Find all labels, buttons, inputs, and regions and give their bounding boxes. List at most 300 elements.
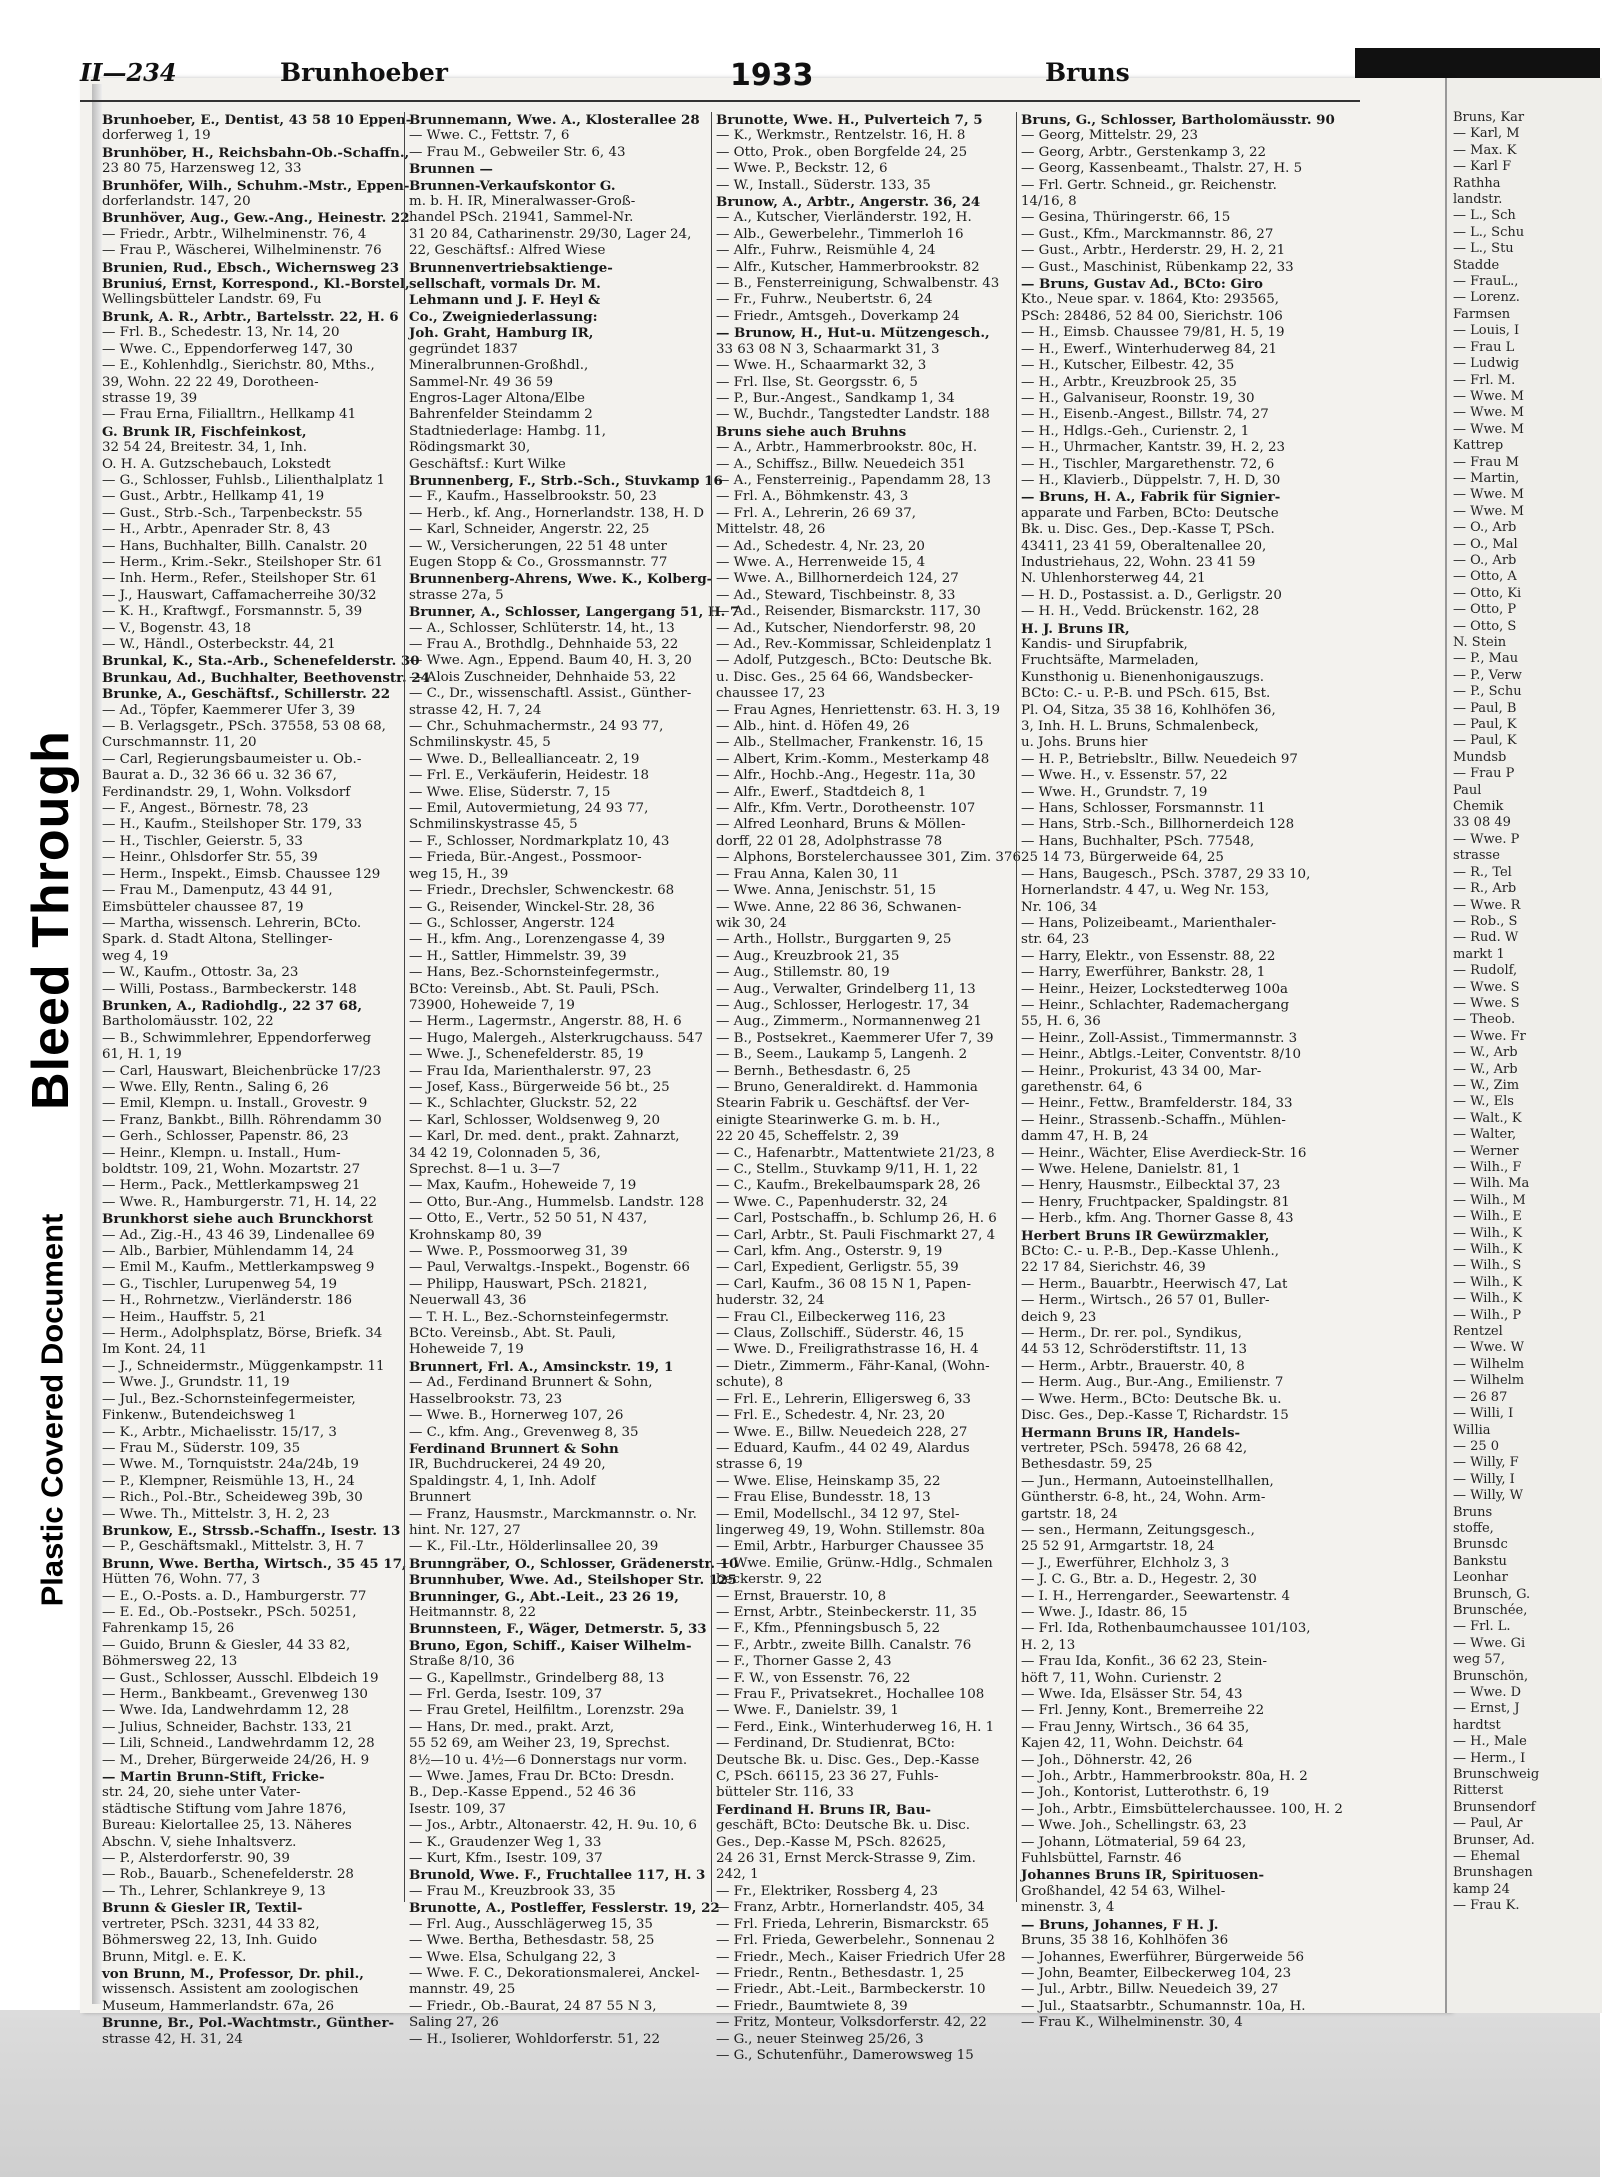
directory-entry-line: Brunkau, Ad., Buchhalter, Beethovenstr. 24	[102, 669, 430, 686]
directory-entry-line: — Frau P., Wäscherei, Wilhelminenstr. 76	[102, 243, 382, 259]
directory-entry-line: — Wwe. F., Danielstr. 39, 1	[716, 1703, 899, 1719]
adjacent-page-line: — Wilh., K	[1453, 1291, 1523, 1307]
directory-entry-line: bütteler Str. 116, 33	[716, 1785, 854, 1801]
directory-entry-line: 25 14 73, Bürgerweide 64, 25	[1021, 850, 1224, 866]
directory-entry-line: — C., Kaufm., Brekelbaumspark 28, 26	[716, 1178, 981, 1194]
adjacent-page-line: markt 1	[1453, 946, 1505, 962]
directory-entry-line: — Herm., Dr. rer. pol., Syndikus,	[1021, 1326, 1242, 1342]
directory-entry-line: — Wwe. Joh., Schellingstr. 63, 23	[1021, 1818, 1247, 1834]
adjacent-page-line: — Wilhelm	[1453, 1373, 1525, 1389]
adjacent-page-line: — Wilh., K	[1453, 1242, 1523, 1258]
directory-entry-line: städtische Stiftung vom Jahre 1876,	[102, 1801, 347, 1817]
directory-entry-line: Joh. Graht, Hamburg IR,	[409, 325, 594, 342]
directory-entry-line: — B., Schwimmlehrer, Eppendorferweg	[102, 1030, 372, 1046]
directory-entry-line: — Georg, Kassenbeamt., Thalstr. 27, H. 5	[1021, 161, 1303, 177]
directory-entry-line: Böhmersweg 22, 13, Inh. Guido	[102, 1933, 318, 1949]
directory-entry-line: — J. C. G., Btr. a. D., Hegestr. 2, 30	[1021, 1572, 1257, 1588]
directory-entry-line: — Frl. Ida, Rothenbaumchaussee 101/103,	[1021, 1621, 1311, 1637]
directory-entry-line: — W., Install., Süderstr. 133, 35	[716, 177, 931, 193]
directory-entry-line: — Emil, Klempn. u. Install., Grovestr. 9	[102, 1096, 368, 1112]
directory-entry-line: huderstr. 32, 24	[716, 1293, 825, 1309]
directory-entry-line: — Harry, Ewerführer, Bankstr. 28, 1	[1021, 965, 1266, 981]
directory-entry-line: — Ad., Schedestr. 4, Nr. 23, 20	[716, 538, 925, 554]
directory-entry-line: — Frau M., Kreuzbrook 33, 35	[409, 1883, 616, 1899]
directory-entry-line: — Franz, Arbtr., Hornerlandstr. 405, 34	[716, 1900, 985, 1916]
directory-entry-line: — Friedr., Mech., Kaiser Friedrich Ufer 28	[716, 1949, 1006, 1965]
directory-entry-line: — Frl. E., Lehrerin, Elligersweg 6, 33	[716, 1391, 971, 1407]
adjacent-page-line: — W., Zim	[1453, 1077, 1520, 1093]
directory-entry-line: — Friedr., Baumtwiete 8, 39	[716, 1998, 908, 2014]
directory-entry-line: — Aug., Stillemstr. 80, 19	[716, 965, 890, 981]
directory-entry-line: Brunow, A., Arbtr., Angerstr. 36, 24	[716, 194, 981, 211]
directory-entry-line: Bethesdastr. 59, 25	[1021, 1457, 1153, 1473]
directory-entry-line: 61, H. 1, 19	[102, 1047, 182, 1063]
directory-entry-line: — Frau Agnes, Henriettenstr. 63. H. 3, 19	[716, 702, 1001, 718]
directory-entry-line: von Brunn, M., Professor, Dr. phil.,	[102, 1965, 364, 1982]
directory-entry-line: — W., Buchdr., Tangstedter Landstr. 188	[716, 407, 990, 423]
adjacent-page-line: — L., Schu	[1453, 224, 1525, 240]
directory-entry-line: Geschäftsf.: Kurt Wilke	[409, 456, 566, 472]
adjacent-page-line: 33 08 49	[1453, 815, 1511, 831]
directory-entry-line: — Martin Brunn-Stift, Fricke-	[102, 1769, 325, 1786]
directory-entry-line: 34 42 19, Colonnaden 5, 36,	[409, 1145, 601, 1161]
directory-entry-line: Stadtniederlage: Hambg. 11,	[409, 423, 607, 439]
directory-entry-line: — Friedr., Ob.-Baurat, 24 87 55 N 3,	[409, 1998, 657, 2014]
directory-entry-line: — Wwe. Anne, 22 86 36, Schwanen-	[716, 899, 962, 915]
directory-entry-line: handel PSch. 21941, Sammel-Nr.	[409, 210, 634, 226]
directory-entry-line: BCto: C.- u. P.-B., Dep.-Kasse Uhlenh.,	[1021, 1244, 1279, 1260]
directory-entry-line: — Heinr., Heizer, Lockstedterweg 100a	[1021, 981, 1288, 997]
directory-entry-line: Bartholomäusstr. 102, 22	[102, 1014, 274, 1030]
directory-entry-line: — Herm., Lagermstr., Angerstr. 88, H. 6	[409, 1014, 682, 1030]
directory-entry-line: — Wwe. B., Hornerweg 107, 26	[409, 1408, 624, 1424]
directory-entry-line: Brunk, A. R., Arbtr., Bartelsstr. 22, H. 6	[102, 308, 399, 325]
directory-entry-line: Schmilinskystr. 45, 5	[409, 735, 551, 751]
directory-entry-line: 73900, Hoheweide 7, 19	[409, 997, 575, 1013]
directory-entry-line: — Wwe. P., Beckstr. 12, 6	[716, 161, 888, 177]
directory-entry-line: Brunkow, E., Strssb.-Schaffn., Isestr. 13	[102, 1522, 401, 1539]
directory-entry-line: lingerweg 49, 19, Wohn. Stillemstr. 80a	[716, 1522, 985, 1538]
directory-entry-line: chaussee 17, 23	[716, 686, 826, 702]
adjacent-page-line: — Frau K.	[1453, 1898, 1520, 1914]
directory-entry-line: Neuerwall 43, 36	[409, 1293, 527, 1309]
adjacent-page-line: — L., Stu	[1453, 241, 1514, 257]
directory-entry-line: — Wwe. Elly, Rentn., Saling 6, 26	[102, 1079, 329, 1095]
directory-entry-line: — Heinr., Schlachter, Rademachergang	[1021, 997, 1290, 1013]
directory-entry-line: — Wwe. Elsa, Schulgang 22, 3	[409, 1949, 617, 1965]
directory-entry-line: — Karl, Schneider, Angerstr. 22, 25	[409, 522, 650, 538]
directory-entry-line: — P., Alsterdorferstr. 90, 39	[102, 1851, 290, 1867]
adjacent-page-line: — Karl F	[1453, 159, 1512, 175]
directory-entry-line: — H., Isolierer, Wohldorferstr. 51, 22	[409, 2031, 660, 2047]
directory-entry-line: Sammel-Nr. 49 36 59	[409, 374, 554, 390]
directory-entry-line: — Wwe. J., Grundstr. 11, 19	[102, 1375, 290, 1391]
directory-entry-line: vertreter, PSch. 59478, 26 68 42,	[1021, 1440, 1248, 1456]
plastic-covered-text: Plastic Covered Document	[34, 1213, 70, 1607]
directory-entry-line: — Wwe. C., Papenhuderstr. 32, 24	[716, 1194, 948, 1210]
directory-entry-line: — H., Eimsb. Chaussee 79/81, H. 5, 19	[1021, 325, 1285, 341]
directory-entry-line: Hoheweide 7, 19	[409, 1342, 524, 1358]
directory-entry-line: — F., Kfm., Pfenningsbusch 5, 22	[716, 1621, 941, 1637]
directory-entry-line: — P., Klempner, Reismühle 13, H., 24	[102, 1473, 355, 1489]
directory-entry-line: Brunhöber, H., Reichsbahn-Ob.-Schaffn.,	[102, 144, 410, 161]
directory-entry-line: — J., Ewerführer, Elchholz 3, 3	[1021, 1555, 1230, 1571]
adjacent-page-line: — Willy, W	[1453, 1488, 1523, 1504]
directory-entry-line: BCto: Vereinsb., Abt. St. Pauli, PSch.	[409, 981, 660, 997]
directory-entry-line: — Aug., Verwalter, Grindelberg 11, 13	[716, 981, 976, 997]
directory-entry-line: O. H. A. Gutzschebauch, Lokstedt	[102, 456, 331, 472]
directory-column-3	[716, 112, 1021, 2063]
directory-entry-line: — Friedr., Rentn., Bethesdastr. 1, 25	[716, 1965, 965, 1981]
adjacent-page-line: — Wwe. S	[1453, 995, 1520, 1011]
directory-entry-line: dorferweg 1, 19	[102, 128, 211, 144]
directory-entry-line: 55, H. 6, 36	[1021, 1014, 1101, 1030]
directory-entry-line: — Lili, Schneid., Landwehrdamm 12, 28	[102, 1736, 375, 1752]
adjacent-page-line: — Wilh., P	[1453, 1307, 1522, 1323]
directory-entry-line: — Gesina, Thüringerstr. 66, 15	[1021, 210, 1231, 226]
header-rule	[80, 100, 1360, 102]
header-right-guide-word: Bruns	[1045, 58, 1130, 87]
directory-entry-line: Deutsche Bk. u. Disc. Ges., Dep.-Kasse	[716, 1752, 980, 1768]
directory-entry-line: Ferdinandstr. 29, 1, Wohn. Volksdorf	[102, 784, 351, 800]
directory-entry-line: Brunhöver, Aug., Gew.-Ang., Heinestr. 22	[102, 210, 410, 227]
directory-entry-line: — W., Händl., Osterbeckstr. 44, 21	[102, 637, 336, 652]
adjacent-page-line: kamp 24	[1453, 1881, 1510, 1897]
directory-entry-line: — Wwe. A., Herrenweide 15, 4	[716, 554, 926, 570]
directory-entry-line: — Emil M., Kaufm., Mettlerkampsweg 9	[102, 1260, 375, 1276]
directory-entry-line: 22, Geschäftsf.: Alfred Wiese	[409, 243, 606, 259]
directory-entry-line: — M., Dreher, Bürgerweide 24/26, H. 9	[102, 1752, 370, 1768]
directory-entry-line: — A., Arbtr., Hammerbrookstr. 80c, H.	[716, 440, 978, 456]
directory-entry-line: Mineralbrunnen-Großhdl.,	[409, 358, 589, 374]
directory-entry-line: — Harry, Elektr., von Essenstr. 88, 22	[1021, 948, 1276, 964]
directory-entry-line: — E., O.-Posts. a. D., Hamburgerstr. 77	[102, 1588, 367, 1604]
directory-entry-line: Bahrenfelder Steindamm 2	[409, 407, 593, 423]
directory-entry-line: Brunkal, K., Sta.-Arb., Schenefelderstr. 30	[102, 653, 420, 670]
directory-entry-line: — Otto, Bur.-Ang., Hummelsb. Landstr. 128	[409, 1194, 704, 1210]
adjacent-page-line: — Wwe. M	[1453, 487, 1524, 503]
adjacent-page-line: Brunsdc	[1453, 1537, 1508, 1553]
adjacent-page-line: — Wilh., S	[1453, 1258, 1522, 1274]
directory-entry-line: — Aug., Zimmerm., Normannenweg 21	[716, 1014, 982, 1030]
directory-entry-line: geschäft, BCto: Deutsche Bk. u. Disc.	[716, 1818, 970, 1834]
adjacent-page-line: — Otto, A	[1453, 569, 1517, 585]
directory-entry-line: — Fritz, Monteur, Volksdorferstr. 42, 22	[716, 2015, 987, 2031]
directory-entry-line: — Alphons, Borstelerchaussee 301, Zim. 376	[716, 850, 1021, 866]
adjacent-page-line: N. Stein	[1453, 635, 1507, 650]
directory-entry-line: — Wwe. H., v. Essenstr. 57, 22	[1021, 768, 1228, 784]
directory-entry-line: — Wwe. Helene, Danielstr. 81, 1	[1021, 1162, 1241, 1177]
directory-entry-line: Johannes Bruns IR, Spirituosen-	[1021, 1867, 1265, 1884]
directory-entry-line: höft 7, 11, Wohn. Curienstr. 2	[1021, 1670, 1222, 1686]
directory-entry-line: — Wwe. Elise, Heinskamp 35, 22	[716, 1473, 941, 1489]
directory-entry-line: — Ferdinand, Dr. Studienrat, BCto:	[716, 1736, 956, 1752]
directory-entry-line: Straße 8/10, 36	[409, 1654, 515, 1670]
directory-entry-line: — Wwe. C., Eppendorferweg 147, 30	[102, 341, 353, 357]
directory-entry-line: — H. H., Vedd. Brückenstr. 162, 28	[1021, 604, 1260, 620]
directory-entry-line: — Bruno, Generaldirekt. d. Hammonia	[716, 1079, 978, 1095]
adjacent-page-line: — P., Verw	[1453, 667, 1522, 683]
directory-entry-line: — Frl. A., Böhmkenstr. 43, 3	[716, 489, 909, 505]
adjacent-page-line: Brunschée,	[1453, 1602, 1528, 1618]
directory-entry-line: wik 30, 24	[716, 915, 787, 931]
directory-entry-line: — Fr., Elektriker, Rossberg 4, 23	[716, 1883, 938, 1899]
adjacent-page-line: Brunschön,	[1453, 1668, 1529, 1684]
directory-entry-line: Brunnemann, Wwe. A., Klosterallee 28	[409, 112, 700, 128]
adjacent-page-line: — Wwe. M	[1453, 421, 1524, 437]
adjacent-page-line: — Rud. W	[1453, 930, 1519, 946]
adjacent-page-line: Rathha	[1453, 175, 1501, 191]
directory-entry-line: — Wwe. R., Hamburgerstr. 71, H. 14, 22	[102, 1194, 378, 1210]
adjacent-page-line: Brunsch, G.	[1453, 1586, 1531, 1602]
directory-entry-line: — Ad., Töpfer, Kaemmerer Ufer 3, 39	[102, 702, 356, 718]
directory-entry-line: strasse 27a, 5	[409, 587, 504, 603]
directory-entry-line: — Ernst, Brauerstr. 10, 8	[716, 1588, 887, 1604]
directory-entry-line: — Heinr., Strassenb.-Schaffn., Mühlen-	[1021, 1112, 1286, 1128]
adjacent-page-line: Rentzel	[1453, 1324, 1503, 1340]
directory-entry-line: — Inh. Herm., Refer., Steilshoper Str. 61	[102, 571, 378, 587]
header-left-guide-word: Brunhoeber	[280, 58, 448, 87]
directory-entry-line: — K. H., Kraftwgf., Forsmannstr. 5, 39	[102, 604, 363, 620]
directory-entry-line: Brunn, Wwe. Bertha, Wirtsch., 35 45 17,	[102, 1555, 407, 1572]
adjacent-page-line: — W., Arb	[1453, 1045, 1518, 1061]
directory-entry-line: 23 80 75, Harzensweg 12, 33	[102, 161, 302, 177]
directory-entry-line: Brunnhuber, Wwe. Ad., Steilshoper Str. 125	[409, 1572, 737, 1589]
directory-entry-line: — Alb., Gewerbelehr., Timmerloh 16	[716, 226, 964, 242]
directory-entry-line: dorff, 22 01 28, Adolphstrasse 78	[716, 833, 943, 849]
directory-entry-line: — Alfr., Fuhrw., Reismühle 4, 24	[716, 243, 936, 259]
directory-entry-line: Bruns, G., Schlosser, Bartholomäusstr. 90	[1021, 112, 1335, 128]
directory-entry-line: — Gust., Arbtr., Hellkamp 41, 19	[102, 489, 325, 505]
directory-entry-line: — Frl. Aug., Ausschlägerweg 15, 35	[409, 1916, 653, 1932]
directory-entry-line: — Wwe. M., Tornquiststr. 24a/24b, 19	[102, 1457, 359, 1473]
directory-entry-line: — K., Graudenzer Weg 1, 33	[409, 1834, 602, 1850]
directory-entry-line: 44 53 12, Schröderstiftstr. 11, 13	[1021, 1342, 1247, 1358]
directory-entry-line: — H., Arbtr., Kreuzbrook 25, 35	[1021, 374, 1237, 390]
directory-entry-line: m. b. H. IR, Mineralwasser-Groß-	[409, 194, 636, 210]
directory-entry-line: — Jos., Arbtr., Altonaerstr. 42, H. 9u. 10, 6	[409, 1818, 697, 1834]
directory-entry-line: — C., kfm. Ang., Grevenweg 8, 35	[409, 1424, 639, 1440]
directory-entry-line: — G., Schlosser, Angerstr. 124	[409, 915, 615, 931]
directory-entry-line: — Bruns, Gustav Ad., BCto: Giro	[1021, 276, 1263, 293]
directory-entry-line: Mittelstr. 48, 26	[716, 522, 826, 538]
directory-entry-line: — B., Seem., Laukamp 5, Langenh. 2	[716, 1047, 968, 1063]
adjacent-page-line: — Walter,	[1453, 1127, 1517, 1143]
directory-entry-line: — H., Sattler, Himmelstr. 39, 39	[409, 948, 627, 964]
directory-entry-line: Hütten 76, Wohn. 77, 3	[102, 1572, 261, 1588]
adjacent-page-line: — R., Arb	[1453, 881, 1517, 897]
directory-entry-line: — Wwe. Agn., Eppend. Baum 40, H. 3, 20	[409, 653, 692, 669]
directory-entry-line: — G., Tischler, Lurupenweg 54, 19	[102, 1276, 337, 1292]
directory-entry-line: Fuhlsbüttel, Farnstr. 46	[1021, 1851, 1182, 1867]
adjacent-page-line: — L., Sch	[1453, 208, 1516, 224]
directory-entry-line: — V., Bogenstr. 43, 18	[102, 620, 252, 636]
directory-entry-line: boldtstr. 109, 21, Wohn. Mozartstr. 27	[102, 1162, 361, 1177]
adjacent-page-line: — Wilh., E	[1453, 1209, 1522, 1225]
directory-entry-line: Finkenw., Butendeichsweg 1	[102, 1408, 297, 1424]
directory-entry-line: — F., Schlosser, Nordmarkplatz 10, 43	[409, 833, 670, 849]
directory-entry-line: Baurat a. D., 32 36 66 u. 32 36 67,	[102, 768, 337, 784]
directory-entry-line: Spark. d. Stadt Altona, Stellinger-	[102, 932, 333, 948]
directory-entry-line: — J., Hauswart, Caffamacherreihe 30/32	[102, 587, 377, 603]
page-edge-shadow	[92, 84, 102, 2004]
adjacent-page-fragment	[1445, 78, 1602, 2013]
directory-entry-line: — Carl, Hauswart, Bleichenbrücke 17/23	[102, 1063, 381, 1079]
directory-entry-line: — Alb., Stellmacher, Frankenstr. 16, 15	[716, 735, 984, 751]
directory-entry-line: — H. P., Betriebsltr., Billw. Neuedeich 97	[1021, 751, 1298, 767]
directory-entry-line: — B., Fensterreinigung, Schwalbenstr. 43	[716, 276, 1000, 292]
directory-entry-line: — Carl, Arbtr., St. Pauli Fischmarkt 27, 4	[716, 1227, 996, 1243]
directory-entry-line: — Frl. A., Lehrerin, 26 69 37,	[716, 505, 917, 521]
directory-entry-line: — Wwe. Th., Mittelstr. 3, H. 2, 23	[102, 1506, 330, 1522]
directory-entry-line: — Wwe. Emilie, Grünw.-Hdlg., Schmalen	[716, 1555, 993, 1571]
directory-entry-line: — G., Reisender, Winckel-Str. 28, 36	[409, 899, 655, 915]
directory-entry-line: hint. Nr. 127, 27	[409, 1522, 521, 1538]
adjacent-page-line: — Wwe. Gi	[1453, 1635, 1526, 1651]
directory-entry-line: Brunhöfer, Wilh., Schuhm.-Mstr., Eppen-	[102, 177, 410, 194]
directory-entry-line: Eimsbütteler chaussee 87, 19	[102, 899, 304, 915]
adjacent-page-line: Brunser, Ad.	[1453, 1832, 1535, 1848]
directory-entry-line: Industriehaus, 22, Wohn. 23 41 59	[1021, 554, 1256, 570]
bleed-through-text: Bleed Through	[22, 730, 80, 1110]
directory-entry-line: str. 64, 23	[1021, 932, 1090, 948]
directory-entry-line: Pl. O4, Sitza, 35 38 16, Kohlhöfen 36,	[1021, 702, 1276, 718]
directory-entry-line: — Frau K., Wilhelminenstr. 30, 4	[1021, 2015, 1243, 2031]
directory-entry-line: — Paul, Verwaltgs.-Inspekt., Bogenstr. 66	[409, 1260, 690, 1276]
adjacent-page-line: — Otto, P	[1453, 602, 1517, 618]
directory-entry-line: Brunke, A., Geschäftsf., Schillerstr. 22	[102, 686, 391, 703]
directory-entry-line: Brunninger, G., Abt.-Leit., 23 26 19,	[409, 1588, 679, 1605]
directory-column-1	[102, 112, 430, 2047]
adjacent-page-line: — Rudolf,	[1453, 963, 1518, 979]
directory-entry-line: gegründet 1837	[409, 341, 518, 357]
adjacent-page-line: — Wwe. S	[1453, 979, 1520, 995]
directory-entry-line: — Th., Lehrer, Schlankreye 9, 13	[102, 1883, 326, 1899]
directory-entry-line: Brunkhorst siehe auch Brunckhorst	[102, 1211, 373, 1228]
directory-entry-line: Bruns siehe auch Bruhns	[716, 423, 907, 440]
adjacent-page-line: — Rob., S	[1453, 913, 1518, 929]
directory-entry-line: — Aug., Schlosser, Herlogestr. 17, 34	[716, 997, 970, 1013]
directory-entry-line: — Frieda, Bür.-Angest., Possmoor-	[409, 850, 642, 866]
directory-entry-line: — Frl. E., Schedestr. 4, Nr. 23, 20	[716, 1408, 945, 1424]
adjacent-page-line: Mundsb	[1453, 749, 1507, 765]
directory-entry-line: — Alb., Barbier, Mühlendamm 14, 24	[102, 1244, 354, 1260]
directory-entry-line: — Carl, Kaufm., 36 08 15 N 1, Papen-	[716, 1276, 972, 1292]
adjacent-page-line: landstr.	[1453, 192, 1503, 208]
directory-entry-line: — Alb., hint. d. Höfen 49, 26	[716, 719, 910, 735]
directory-entry-line: — Wwe. Anna, Jenischstr. 51, 15	[716, 883, 937, 899]
directory-entry-line: — Frl. Frieda, Lehrerin, Bismarckstr. 65	[716, 1916, 990, 1932]
directory-entry-line: — Heinr., Zoll-Assist., Timmermannstr. 3	[1021, 1030, 1298, 1046]
directory-entry-line: C, PSch. 66115, 23 36 27, Fuhls-	[716, 1769, 939, 1785]
directory-entry-line: minenstr. 3, 4	[1021, 1900, 1115, 1916]
directory-entry-line: Brunnsteen, F., Wäger, Detmerstr. 5, 33	[409, 1621, 707, 1638]
adjacent-page-line: — Herm., I	[1453, 1750, 1526, 1766]
directory-entry-line: Stearin Fabrik u. Geschäftsf. der Ver-	[716, 1096, 970, 1112]
directory-entry-line: — Emil, Autovermietung, 24 93 77,	[409, 801, 649, 817]
directory-entry-line: Bruno, Egon, Schiff., Kaiser Wilhelm-	[409, 1637, 692, 1654]
directory-entry-line: Hornerlandstr. 4 47, u. Weg Nr. 153,	[1021, 883, 1270, 899]
directory-entry-line: — Adolf, Putzgesch., BCto: Deutsche Bk.	[716, 653, 993, 669]
directory-entry-line: — H., Hdlgs.-Geh., Curienstr. 2, 1	[1021, 423, 1250, 439]
column-divider	[1016, 112, 1017, 1902]
directory-entry-line: — E. Ed., Ob.-Postsekr., PSch. 50251,	[102, 1604, 357, 1620]
adjacent-page-line: — Theob.	[1453, 1012, 1516, 1028]
directory-entry-line: — Josef, Kass., Bürgerweide 56 bt., 25	[409, 1079, 670, 1095]
directory-entry-line: Bruns, 35 38 16, Kohlhöfen 36	[1021, 1933, 1229, 1949]
directory-entry-line: Böhmersweg 22, 13	[102, 1654, 238, 1670]
directory-entry-line: — Alfred Leonhard, Bruns & Möllen-	[716, 817, 966, 833]
directory-entry-line: — B. Verlagsgetr., PSch. 37558, 53 08 68,	[102, 719, 386, 735]
adjacent-page-line: weg 57,	[1453, 1652, 1505, 1668]
adjacent-page-line: Brunsendorf	[1453, 1799, 1536, 1815]
directory-entry-line: — H., kfm. Ang., Lorenzengasse 4, 39	[409, 932, 666, 948]
directory-entry-line: — P., Geschäftsmakl., Mittelstr. 3, H. 7	[102, 1539, 364, 1555]
directory-entry-line: — W., Versicherungen, 22 51 48 unter	[409, 538, 667, 554]
adjacent-page-line: — Ludwig	[1453, 356, 1520, 372]
adjacent-page-line: — O., Arb	[1453, 520, 1517, 536]
directory-entry-line: — H., Rohrnetzw., Vierländerstr. 186	[102, 1293, 352, 1309]
directory-entry-line: strasse 19, 39	[102, 390, 198, 406]
adjacent-page-line: stoffe,	[1453, 1520, 1494, 1536]
adjacent-page-line: — Wwe. W	[1453, 1340, 1524, 1356]
adjacent-page-line: — Wilh., K	[1453, 1225, 1523, 1241]
adjacent-page-line: hardtst	[1453, 1717, 1501, 1733]
directory-entry-line: Brunotte, A., Postleffer, Fesslerstr. 19, 22	[409, 1900, 720, 1917]
adjacent-page-line: — Wwe. M	[1453, 388, 1524, 404]
directory-entry-line: — Wwe. C., Fettstr. 7, 6	[409, 128, 570, 144]
adjacent-page-line: — Wwe. P	[1453, 831, 1520, 847]
directory-entry-line: — Martha, wissensch. Lehrerin, BCto.	[102, 915, 362, 931]
directory-entry-line: — Joh., Arbtr., Hammerbrookstr. 80a, H. 2	[1021, 1769, 1308, 1785]
directory-entry-line: — Claus, Zollschiff., Süderstr. 46, 15	[716, 1326, 965, 1342]
directory-entry-line: — Jul., Staatsarbtr., Schumannstr. 10a, H.	[1021, 1998, 1306, 2014]
directory-entry-line: — Friedr., Arbtr., Wilhelminenstr. 76, 4	[102, 226, 367, 242]
directory-entry-line: — H., Klavierb., Düppelstr. 7, H. D, 30	[1021, 472, 1281, 488]
column-divider	[404, 112, 405, 1902]
directory-entry-line: — Jul., Arbtr., Billw. Neuedeich 39, 27	[1021, 1982, 1279, 1998]
directory-entry-line: — Johann, Lötmaterial, 59 64 23,	[1021, 1834, 1247, 1850]
directory-entry-line: — Heinr., Fettw., Bramfelderstr. 184, 33	[1021, 1096, 1293, 1112]
adjacent-page-line: — 26 87	[1453, 1389, 1508, 1405]
directory-entry-line: — Albert, Krim.-Komm., Mesterkamp 48	[716, 751, 990, 767]
directory-entry-line: — Heim., Hauffstr. 5, 21	[102, 1309, 267, 1325]
directory-entry-line: — Heinr., Wächter, Elise Averdieck-Str. 16	[1021, 1145, 1307, 1161]
directory-entry-line: — Rob., Bauarb., Schenefelderstr. 28	[102, 1867, 354, 1883]
directory-entry-line: — Alfr., Kutscher, Hammerbrookstr. 82	[716, 259, 980, 275]
directory-entry-line: — Frl. Frieda, Gewerbelehr., Sonnenau 2	[716, 1933, 995, 1949]
directory-entry-line: Nr. 106, 34	[1021, 899, 1098, 915]
directory-entry-line: Ferdinand H. Bruns IR, Bau-	[716, 1801, 931, 1818]
directory-entry-line: — Gust., Kfm., Marckmannstr. 86, 27	[1021, 226, 1274, 242]
directory-entry-line: Abschn. V, siehe Inhaltsverz.	[102, 1834, 297, 1850]
directory-entry-line: — Georg, Mittelstr. 29, 23	[1021, 128, 1199, 144]
directory-entry-line: H. 2, 13	[1021, 1637, 1076, 1653]
directory-entry-line: — Wwe. J., Idastr. 86, 15	[1021, 1604, 1188, 1620]
directory-entry-line: — F., Angest., Börnestr. 78, 23	[102, 801, 309, 817]
directory-entry-line: — Frl. E., Verkäuferin, Heidestr. 18	[409, 768, 649, 784]
directory-entry-line: — Herm., Adolphsplatz, Börse, Briefk. 34	[102, 1326, 383, 1342]
directory-entry-line: — Wwe. D., Freiligrathstrasse 16, H. 4	[716, 1342, 979, 1358]
adjacent-page-line: Willia	[1453, 1422, 1491, 1438]
directory-entry-line: — Ad., Kutscher, Niendorferstr. 98, 20	[716, 620, 976, 636]
directory-entry-line: — H., Kutscher, Eilbestr. 42, 35	[1021, 358, 1235, 374]
adjacent-page-line: — Wilh., K	[1453, 1274, 1523, 1290]
adjacent-page-line: — P., Mau	[1453, 651, 1519, 667]
directory-entry-line: — Max, Kaufm., Hoheweide 7, 19	[409, 1178, 637, 1194]
page-number: II—234	[80, 58, 177, 87]
adjacent-page-line: — Paul, B	[1453, 700, 1517, 716]
